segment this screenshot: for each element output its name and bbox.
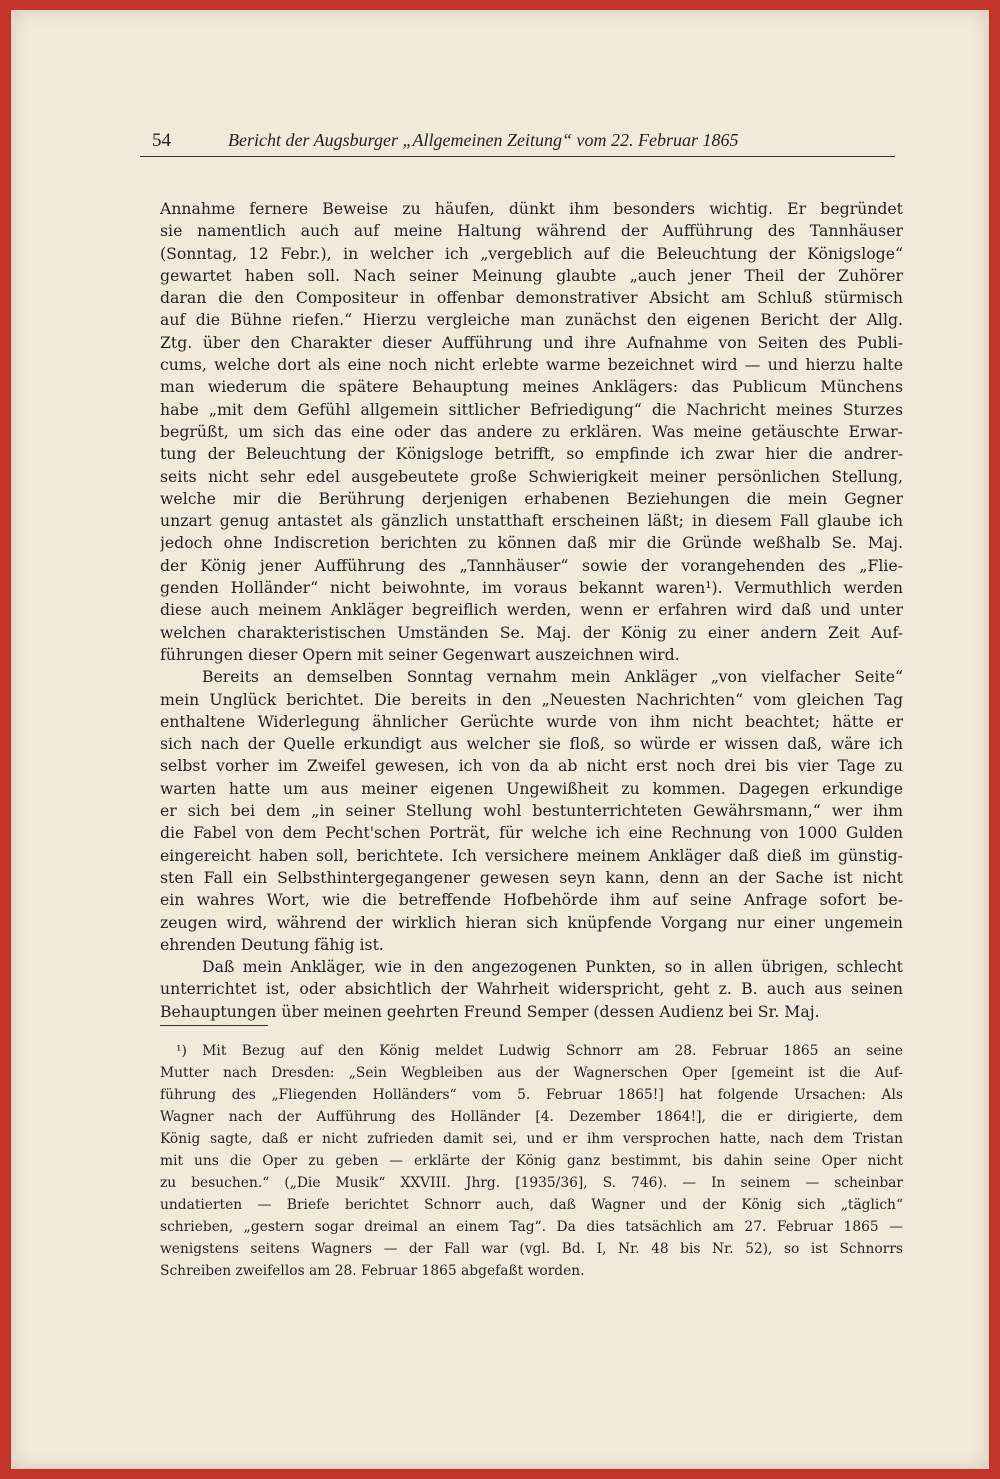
body-line: cums, welche dort als eine noch nicht erlebte warme bezeichnet wird — und hierzu halte (160, 355, 903, 375)
body-line: unterrichtet ist, oder absichtlich der Wahrheit widerspricht, geht z. B. auch aus seinen (160, 979, 903, 999)
body-line: genden Holländer“ nicht beiwohnte, im voraus bekannt waren¹). Vermuthlich werden (160, 578, 903, 598)
running-header (140, 130, 895, 157)
body-line: welche mir die Berührung derjenigen erhabenen Beziehungen die mein Gegner (160, 488, 903, 508)
footnote-line: mit uns die Oper zu geben — erklärte der König ganz bestimmt, bis dahin seine Oper nicht (160, 1153, 903, 1169)
body-line: seits nicht sehr edel ausgebeutete große Schwierigkeit meiner persönlichen Stellung, (160, 466, 903, 486)
footnote-line: Schreiben zweifellos am 28. Februar 1865 abgefaßt worden. (160, 1263, 585, 1279)
body-line: er sich bei dem „in seiner Stellung wohl bestunterrichteten Gewährsmann,“ wer ihm (160, 801, 903, 821)
body-line: jedoch ohne Indiscretion berichten zu können daß mir die Gründe weßhalb Se. Maj. (160, 533, 903, 553)
footnote (160, 1040, 903, 1282)
body-line: man wiederum die spätere Behauptung meines Anklägers: das Publicum Münchens (160, 377, 903, 397)
footnote-line: führung des „Fliegenden Holländers“ vom 5. Februar 1865!] hat folgende Ursachen: Als (160, 1087, 903, 1103)
footnote-line: ¹) Mit Bezug auf den König meldet Ludwig Schnorr am 28. Februar 1865 an seine (176, 1043, 903, 1059)
body-line: selbst vorher im Zweifel gewesen, ich von da ab nicht erst noch drei bis vier Tage zu (160, 756, 903, 776)
body-line: welchen charakteristischen Umständen Se. Maj. der König zu einer andern Zeit Auf- (160, 622, 903, 642)
footnote-line: undatierten — Briefe berichtet Schnorr auch, daß Wagner und der König sich „täglich“ (160, 1197, 903, 1213)
body-line: eingereicht haben soll, berichtete. Ich versichere meinem Ankläger daß dieß im günstig- (160, 845, 903, 865)
body-line: sie namentlich auch auf meine Haltung während der Aufführung des Tannhäuser (160, 221, 903, 241)
body-text (160, 198, 903, 1023)
body-line: tung der Beleuchtung der Königsloge betrifft, so empfinde ich zwar hier die andrer- (160, 444, 903, 464)
body-line: Daß mein Ankläger, wie in den angezogenen Punkten, so in allen übrigen, schlecht (202, 957, 903, 977)
body-line: ehrenden Deutung fähig ist. (160, 934, 384, 954)
body-line: daran die den Compositeur in offenbar demonstrativer Absicht am Schluß stürmisch (160, 288, 903, 308)
body-line: ein wahres Wort, wie die betreffende Hofbehörde ihm auf seine Anfrage sofort be- (160, 890, 903, 910)
body-line: sich nach der Quelle erkundigt aus welcher sie floß, so würde er wissen daß, wäre ich (160, 734, 903, 754)
body-line: unzart genug antastet als gänzlich unstatthaft erscheinen läßt; in diesem Fall glaube ich (160, 511, 903, 531)
body-line: führungen dieser Opern mit seiner Gegenwart auszeichnen wird. (160, 644, 680, 664)
body-line: gewartet haben soll. Nach seiner Meinung glaubte „auch jener Theil der Zuhörer (160, 265, 903, 285)
body-line: zeugen wird, während der wirklich hieran sich knüpfende Vorgang nur einer ungemein (160, 912, 903, 932)
body-line: Annahme fernere Beweise zu häufen, dünkt ihm besonders wichtig. Er begründet (160, 199, 903, 218)
footnote-separator (160, 1025, 268, 1026)
body-line: habe „mit dem Gefühl allgemein sittlicher Befriedigung“ die Nachricht meines Sturzes (160, 399, 903, 419)
body-line: auf die Bühne riefen.“ Hierzu vergleiche man zunächst den eigenen Bericht der Allg. (160, 310, 903, 330)
body-line: sten Fall ein Selbsthintergegangener gewesen seyn kann, denn an der Sache ist nicht (160, 867, 903, 887)
body-line: (Sonntag, 12 Febr.), in welcher ich „vergeblich auf die Beleuchtung der Königsloge“ (160, 243, 903, 263)
body-line: diese auch meinem Ankläger begreiflich werden, wenn er erfahren wird daß und unter (160, 600, 903, 620)
footnote-line: zu besuchen.“ („Die Musik“ XXVIII. Jhrg. [1935/36], S. 746). — In seinem — scheinbar (160, 1175, 903, 1191)
body-line: Ztg. über den Charakter dieser Aufführung und ihre Aufnahme von Seiten des Publi- (160, 332, 903, 352)
body-line: mein Unglück berichtet. Die bereits in den „Neuesten Nachrichten“ vom gleichen Tag (160, 689, 903, 709)
body-line: warten hatte um aus meiner eigenen Ungewißheit zu kommen. Dagegen erkundige (160, 778, 903, 798)
header-title: Bericht der Augsburger „Allgemeinen Zeitung“ vom 22. Februar 1865 (228, 130, 739, 150)
footnote-line: wenigstens seitens Wagners — der Fall war (vgl. Bd. I, Nr. 48 bis Nr. 52), so ist Schnorrs (160, 1241, 903, 1257)
footnote-line: König sagte, daß er nicht zufrieden damit sei, und er ihm versprochen hatte, nach dem Tristan (160, 1131, 903, 1147)
body-line: Behauptungen über meinen geehrten Freund Semper (dessen Audienz bei Sr. Maj. (160, 1001, 820, 1021)
body-line: begrüßt, um sich das eine oder das andere zu erklären. Was meine getäuschte Erwar- (160, 421, 903, 441)
body-line: der König jener Aufführung des „Tannhäuser“ sowie der vorangehenden des „Flie- (160, 555, 903, 575)
body-line: Bereits an demselben Sonntag vernahm mein Ankläger „von vielfacher Seite“ (202, 667, 903, 687)
footnote-line: schrieben, „gestern sogar dreimal an einem Tag“. Da dies tatsächlich am 27. Februar 1865 — (160, 1219, 903, 1235)
footnote-line: Wagner nach der Aufführung des Holländer [4. Dezember 1864!], die er dirigierte, dem (160, 1109, 903, 1125)
page-number: 54 (152, 130, 171, 151)
body-line: enthaltene Widerlegung ähnlicher Gerüchte wurde von ihm nicht beachtet; hätte er (160, 711, 903, 731)
footnote-line: Mutter nach Dresden: „Sein Wegbleiben aus der Wagnerschen Oper [gemeint ist die Auf- (160, 1065, 903, 1081)
body-line: die Fabel von dem Pecht'schen Porträt, für welche ich eine Rechnung von 1000 Gulden (160, 823, 903, 843)
